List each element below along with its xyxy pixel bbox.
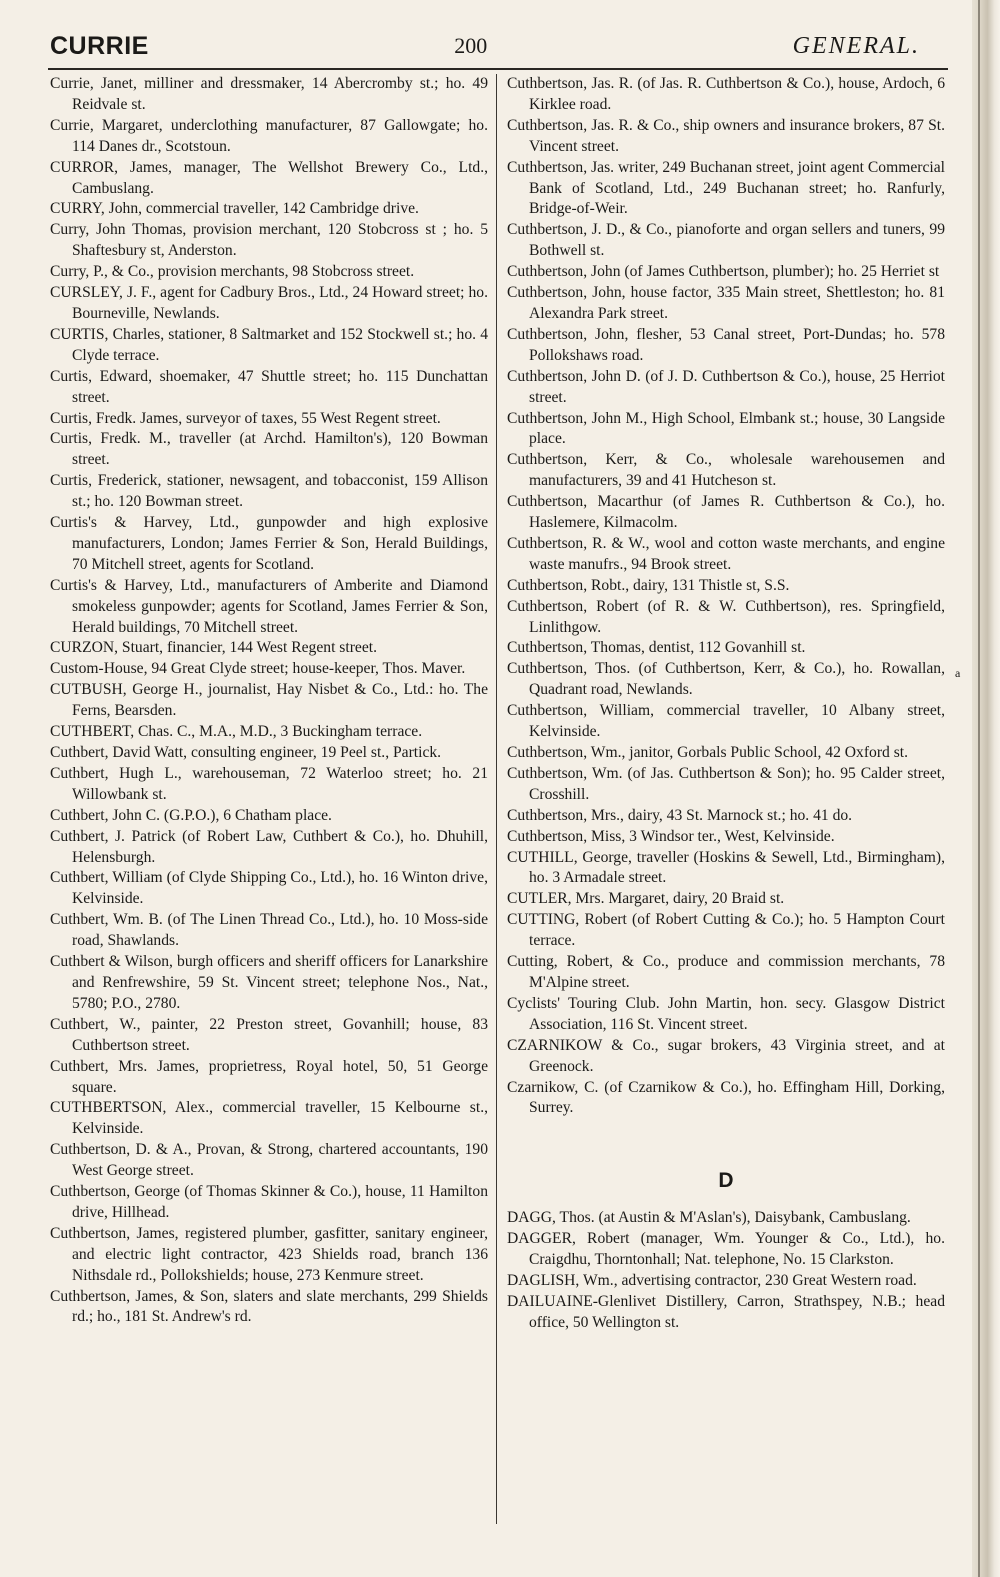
directory-entry: Cuthbertson, Wm., janitor, Gorbals Public School, 42 Oxford st. — [507, 744, 909, 761]
directory-entry: DAGLISH, Wm., advertising contractor, 230 Great Western road. — [507, 1271, 917, 1289]
directory-entry: Cuthbert, William (of Clyde Shipping Co., Ltd.), ho. 16 Winton drive, Kelvinside. — [50, 869, 488, 908]
directory-entry: Curtis's & Harvey, Ltd., gunpowder and high explosive manufacturers, London; James Ferrier & Son, Herald Buildings, 70 Mitchell street, agents for Scotland. — [50, 514, 488, 573]
directory-entry: Cuthbert, Hugh L., warehouseman, 72 Waterloo street; ho. 21 Willowbank st. — [50, 764, 488, 803]
directory-entry: Curry, John Thomas, provision merchant, 120 Stobcross st ; ho. 5 Shaftesbury st, Anderston. — [50, 221, 488, 260]
directory-entry: CUTBUSH, George H., journalist, Hay Nisbet & Co., Ltd.: ho. The Ferns, Bearsden. — [50, 681, 488, 720]
directory-entry: Cuthbertson, Kerr, & Co., wholesale warehousemen and manufacturers, 39 and 41 Hutcheson st. — [507, 451, 945, 490]
directory-entry: Cuthbertson, John, flesher, 53 Canal street, Port-Dundas; ho. 578 Pollokshaws road. — [507, 325, 945, 364]
directory-entry: Cuthbert, Mrs. James, proprietress, Royal hotel, 50, 51 George square. — [50, 1057, 488, 1096]
directory-entry: Cuthbertson, D. & A., Provan, & Strong, chartered accountants, 190 West George street. — [50, 1141, 488, 1180]
directory-entry: Curry, P., & Co., provision merchants, 98 Stobcross street. — [50, 263, 415, 281]
directory-entry: DAGG, Thos. (at Austin & M'Aslan's), Daisybank, Cambuslang. — [507, 1209, 911, 1227]
directory-entry: Curtis, Frederick, stationer, newsagent, and tobacconist, 159 Allison st.; ho. 120 Bowman street. — [50, 472, 488, 511]
directory-entry: Curtis, Edward, shoemaker, 47 Shuttle street; ho. 115 Dunchattan street. — [50, 367, 488, 406]
directory-entry: Cuthbert & Wilson, burgh officers and sheriff officers for Lanarkshire and Renfrewshire, 59 St. Vincent street; telephone Nos., Nat., 5780; P.O., 2780. — [50, 953, 488, 1012]
directory-entry: Cyclists' Touring Club. John Martin, hon. secy. Glasgow District Association, 116 St. Vincent street. — [507, 994, 945, 1033]
directory-entry: Cuthbertson, John M., High School, Elmbank st.; house, 30 Langside place. — [507, 409, 945, 448]
column-divider — [496, 74, 497, 1524]
directory-entry: Currie, Janet, milliner and dressmaker, 14 Abercromby st.; ho. 49 Reidvale st. — [50, 75, 488, 113]
directory-entry: Cuthbertson, John D. (of J. D. Cuthbertson & Co.), house, 25 Herriot street. — [507, 367, 945, 406]
directory-entry: Curtis's & Harvey, Ltd., manufacturers of Amberite and Diamond smokeless gunpowder; agents for Scotland, James Ferrier & Son, Herald buildings, 70 Mitchell street. — [50, 576, 488, 636]
directory-entry: CURROR, James, manager, The Wellshot Brewery Co., Ltd., Cambuslang. — [50, 158, 488, 197]
directory-entry: CZARNIKOW & Co., sugar brokers, 43 Virginia street, and at Greenock. — [507, 1036, 945, 1075]
directory-entry: CUTLER, Mrs. Margaret, dairy, 20 Braid st. — [507, 890, 785, 908]
directory-entry: Cuthbertson, J. D., & Co., pianoforte and organ sellers and tuners, 99 Bothwell st. — [507, 221, 945, 260]
header-rule — [48, 68, 948, 70]
section-letter-heading: D — [718, 1169, 734, 1193]
directory-entry: Cuthbertson, James, & Son, slaters and slate merchants, 299 Shields rd.; ho., 181 St. Andrew's rd. — [50, 1287, 488, 1326]
directory-entry: Cuthbertson, Miss, 3 Windsor ter., West, Kelvinside. — [507, 827, 835, 845]
directory-entry: CURTIS, Charles, stationer, 8 Saltmarket and 152 Stockwell st.; ho. 4 Clyde terrace. — [50, 325, 488, 364]
book-spine-gutter — [972, 0, 1000, 1577]
directory-entry: CUTHBERTSON, Alex., commercial traveller, 15 Kelbourne st., Kelvinside. — [50, 1099, 488, 1138]
directory-entry: Cuthbertson, James, registered plumber, gasfitter, sanitary engineer, and electric light contractor, 423 Shields road, branch 136 Nithsdale rd., Pollokshields; house, 273 Kenmure street. — [50, 1224, 488, 1284]
section-title: GENERAL. — [792, 32, 920, 59]
directory-entry: Currie, Margaret, underclothing manufacturer, 87 Gallowgate; ho. 114 Danes dr., Scotstoun. — [50, 116, 488, 155]
margin-mark: a — [955, 666, 961, 680]
directory-entry: Cuthbertson, Jas. writer, 249 Buchanan street, joint agent Commercial Bank of Scotland, Ltd., 249 Buchanan street; ho. Ranfurly, Bridge-of-Weir. — [507, 158, 945, 218]
right-column-d-entries — [507, 1208, 945, 1333]
directory-entry: Custom-House, 94 Great Clyde street; house-keeper, Thos. Maver. — [50, 660, 466, 678]
directory-entry: Cuthbertson, Jas. R. & Co., ship owners and insurance brokers, 87 St. Vincent street. — [507, 116, 945, 155]
right-column-c-entries — [507, 74, 945, 1119]
directory-entry: Cuthbert, J. Patrick (of Robert Law, Cuthbert & Co.), ho. Dhuhill, Helensburgh. — [50, 827, 488, 866]
left-column — [50, 74, 488, 1328]
page-header — [50, 28, 920, 64]
right-column — [507, 74, 945, 1334]
directory-entry: CURZON, Stuart, financier, 144 West Regent street. — [50, 639, 377, 657]
page-number: 200 — [454, 33, 488, 58]
directory-entry: Cuthbertson, Jas. R. (of Jas. R. Cuthbertson & Co.), house, Ardoch, 6 Kirklee road. — [507, 75, 945, 113]
directory-entry: Cuthbertson, John, house factor, 335 Main street, Shettleston; ho. 81 Alexandra Park street. — [507, 284, 945, 322]
directory-entry: Cuthbertson, Macarthur (of James R. Cuthbertson & Co.), ho. Haslemere, Kilmacolm. — [507, 493, 945, 532]
directory-entry: Cuthbertson, John (of James Cuthbertson, plumber); ho. 25 Herriet st — [507, 263, 940, 281]
directory-entry: Cuthbertson, Robert (of R. & W. Cuthbertson), res. Springfield, Linlithgow. — [507, 597, 945, 636]
directory-entry: Cuthbertson, Thos. (of Cuthbertson, Kerr, & Co.), ho. Rowallan, Quadrant road, Newlands. — [507, 660, 945, 699]
directory-entry: DAILUAINE-Glenlivet Distillery, Carron, Strathspey, N.B.; head office, 50 Wellington st. — [507, 1292, 945, 1331]
directory-entry: Curtis, Fredk. James, surveyor of taxes, 55 West Regent street. — [50, 409, 441, 427]
directory-entry: Cuthbert, Wm. B. (of The Linen Thread Co., Ltd.), ho. 10 Moss-side road, Shawlands. — [50, 911, 488, 950]
directory-entry: Cuthbertson, Mrs., dairy, 43 St. Marnock st.; ho. 41 do. — [507, 806, 853, 824]
directory-entry: Cuthbert, John C. (G.P.O.), 6 Chatham place. — [50, 806, 332, 824]
directory-entry: Cuthbertson, Robt., dairy, 131 Thistle st, S.S. — [507, 576, 790, 594]
directory-entry: Cuthbertson, Wm. (of Jas. Cuthbertson & Son); ho. 95 Calder street, Crosshill. — [507, 764, 945, 803]
directory-entry: CUTTING, Robert (of Robert Cutting & Co.); ho. 5 Hampton Court terrace. — [507, 911, 945, 950]
directory-entry: CURSLEY, J. F., agent for Cadbury Bros., Ltd., 24 Howard street; ho. Bourneville, Newlands. — [50, 284, 488, 322]
gutter-line — [978, 0, 980, 1577]
directory-entry: CUTHBERT, Chas. C., M.A., M.D., 3 Buckingham terrace. — [50, 723, 423, 741]
directory-entry: Cuthbert, W., painter, 22 Preston street, Govanhill; house, 83 Cuthbertson street. — [50, 1015, 488, 1054]
directory-entry: DAGGER, Robert (manager, Wm. Younger & Co., Ltd.), ho. Craigdhu, Thorntonhall; Nat. telephone, No. 15 Clarkston. — [507, 1230, 945, 1269]
directory-entry: CUTHILL, George, traveller (Hoskins & Sewell, Ltd., Birmingham), ho. 3 Armadale street. — [507, 848, 945, 887]
running-head: CURRIE — [50, 31, 149, 60]
directory-entry: Cuthbertson, Thomas, dentist, 112 Govanhill st. — [507, 639, 806, 657]
directory-entry: Cuthbertson, R. & W., wool and cotton waste merchants, and engine waste manufrs., 94 Brook street. — [507, 534, 945, 573]
directory-entry: Cutting, Robert, & Co., produce and commission merchants, 78 M'Alpine street. — [507, 953, 945, 991]
directory-entry: Cuthbert, David Watt, consulting engineer, 19 Peel st., Partick. — [50, 744, 442, 761]
directory-entry: Cuthbertson, William, commercial traveller, 10 Albany street, Kelvinside. — [507, 702, 945, 741]
directory-entry: Cuthbertson, George (of Thomas Skinner & Co.), house, 11 Hamilton drive, Hillhead. — [50, 1183, 488, 1221]
directory-entry: Czarnikow, C. (of Czarnikow & Co.), ho. Effingham Hill, Dorking, Surrey. — [507, 1078, 945, 1117]
directory-entry: CURRY, John, commercial traveller, 142 Cambridge drive. — [50, 200, 419, 218]
directory-entry: Curtis, Fredk. M., traveller (at Archd. Hamilton's), 120 Bowman street. — [50, 430, 488, 469]
